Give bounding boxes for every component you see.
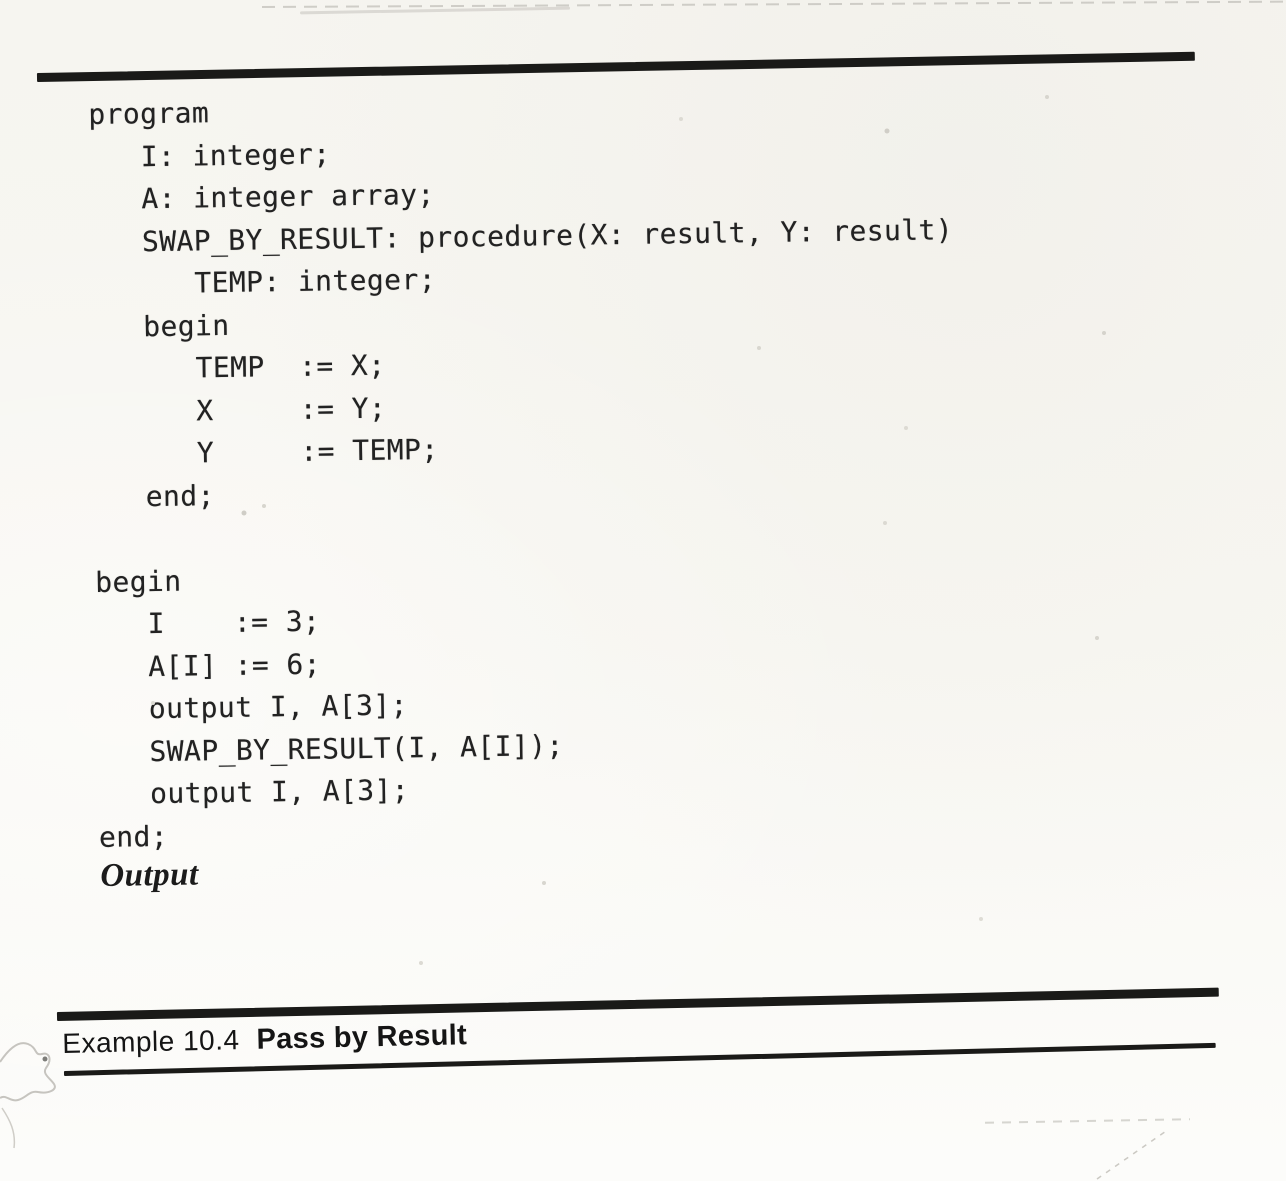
scan-noise-specks — [0, 0, 2, 2]
example-title: Pass by Result — [256, 1019, 468, 1056]
corner-curl-tail — [2, 1108, 14, 1148]
scan-scratch-top — [262, 1, 1286, 8]
bottom-rule — [57, 988, 1219, 1021]
scan-scratch-top-smudge — [300, 7, 570, 15]
output-label: Output — [100, 856, 199, 894]
scratch-line — [1097, 1129, 1169, 1179]
scan-dashes-bottom — [985, 1118, 1190, 1124]
example-number: Example 10.4 — [62, 1024, 240, 1059]
code-listing: program I: integer; A: integer array; SWAP_BY_RESULT: procedure(X: result, Y: result) TEMP: integer; begin TEMP := X; X := Y; Y := TEMP; end; begin I := 3; A[I] := 6; output I, A[3]; SWAP_BY_RESULT(I, A[I]); output I, A[3]; end; — [88, 96, 954, 854]
scan-scratch-bottom-right — [1095, 1125, 1175, 1181]
top-rule — [37, 52, 1195, 82]
page-corner-curl-artifact — [0, 1030, 80, 1155]
example-caption — [62, 1019, 467, 1061]
corner-curl-path — [0, 1043, 55, 1100]
